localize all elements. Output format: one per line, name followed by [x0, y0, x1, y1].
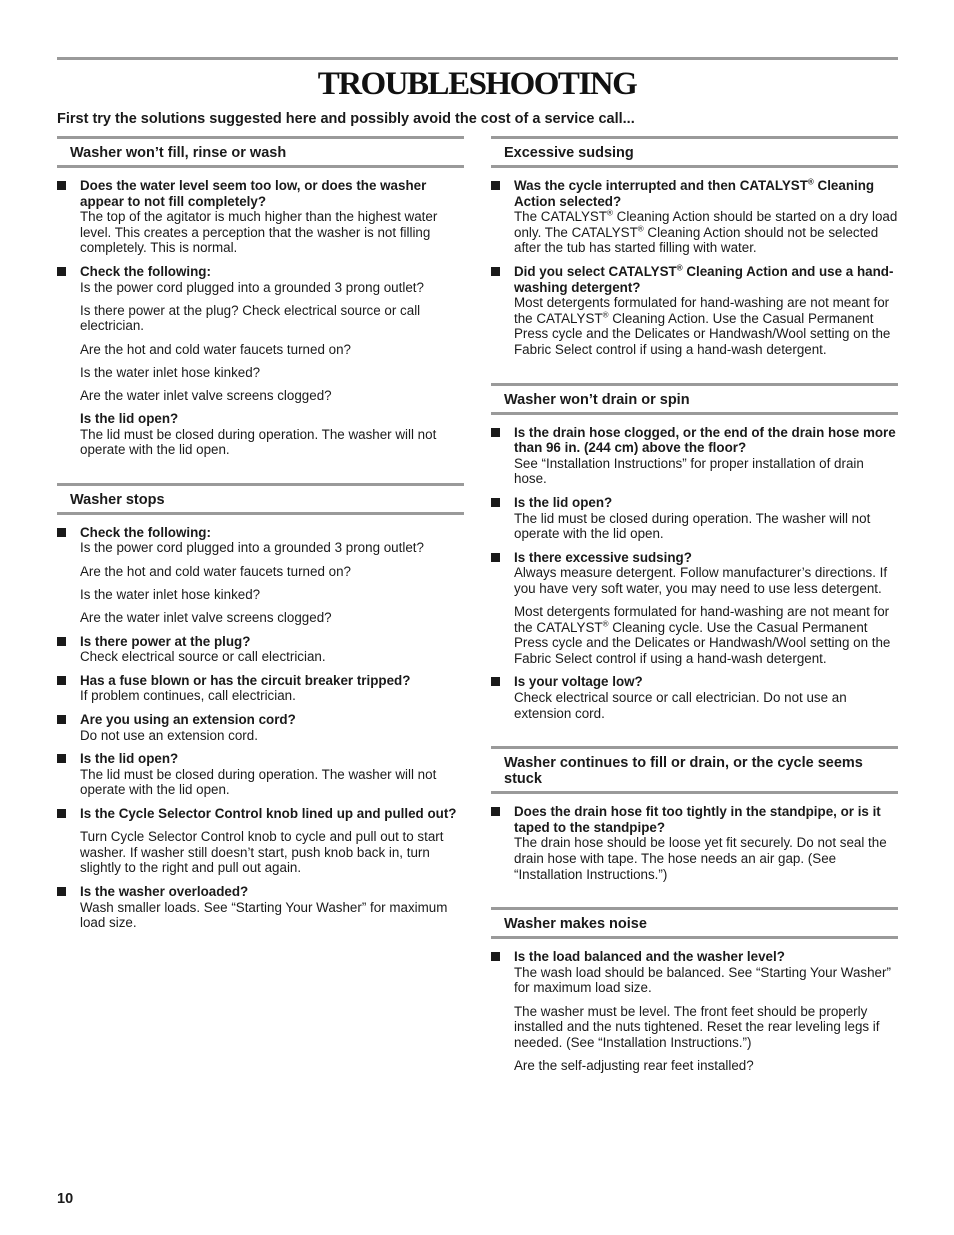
answer: If problem continues, call electrician. — [80, 688, 296, 704]
question: Does the drain hose fit too tightly in the standpipe, or is it taped to the standpipe? — [514, 804, 881, 835]
list-item — [57, 884, 464, 931]
answer: Are the water inlet valve screens clogged? — [80, 387, 332, 403]
page-title: TROUBLESHOOTING — [317, 66, 637, 102]
answer: Are the hot and cold water faucets turned on? — [80, 563, 351, 579]
square-bullet-icon — [57, 715, 66, 724]
answer: The lid must be closed during operation. The washer will not operate with the lid open. — [514, 510, 871, 542]
list-item — [57, 178, 464, 256]
item-list — [491, 939, 898, 1098]
section-heading: Washer won’t fill, rinse or wash — [57, 136, 464, 168]
registered-mark: ® — [602, 619, 609, 629]
section-heading: Excessive sudsing — [491, 136, 898, 168]
question: Is the drain hose clogged, or the end of the drain hose more than 96 in. (244 cm) above the floor? — [514, 424, 896, 456]
list-item — [491, 264, 898, 358]
answer: Are the hot and cold water faucets turned on? — [80, 341, 351, 357]
intro-text: First try the solutions suggested here and possibly avoid the cost of a service call... — [57, 111, 635, 127]
section-makes-noise — [491, 907, 898, 1098]
square-bullet-icon — [491, 807, 500, 816]
answer: The washer must be level. The front feet should be properly installed and the nuts tightened. Reset the rear leveling legs if needed. (See “Installation Instructions.”) — [514, 1003, 880, 1050]
list-item — [57, 806, 464, 876]
square-bullet-icon — [491, 677, 500, 686]
answer: Always measure detergent. Follow manufacturer’s directions. If you have very soft water, you may need to use less detergent. — [514, 565, 888, 596]
list-item — [57, 634, 464, 665]
list-item — [491, 674, 898, 721]
question: Is the lid open? — [80, 751, 179, 767]
answer: Are the self-adjusting rear feet installed? — [514, 1057, 754, 1073]
answer: Is there power at the plug? Check electrical source or call electrician. — [80, 302, 421, 334]
answer: See “Installation Instructions” for proper installation of drain hose. — [514, 455, 864, 487]
section-heading: Washer won’t drain or spin — [491, 383, 898, 415]
list-item — [491, 804, 898, 882]
answer: The lid must be closed during operation. The washer will not operate with the lid open. — [80, 766, 437, 798]
answer: Most detergents formulated for hand-washing are not meant for the CATALYST® Cleaning Action. Use the Casual Permanent Press cycle and the Delicates or Handwash/Wool setting on the Fabric Select control if using a hand-wash detergent. — [514, 295, 891, 357]
answer: Check electrical source or call electrician. Do not use an extension cord. — [514, 690, 847, 721]
section-heading: Washer continues to fill or drain, or the cycle seems stuck — [491, 746, 898, 794]
question: Is your voltage low? — [514, 674, 643, 690]
answer: The drain hose should be loose yet fit securely. Do not seal the drain hose with tape. The hose needs an air gap. (See “Installation Instructions.”) — [514, 835, 887, 882]
list-item — [57, 751, 464, 798]
list-item — [491, 949, 898, 1073]
list-item — [57, 264, 464, 458]
list-item — [491, 550, 898, 667]
answer: Wash smaller loads. See “Starting Your Washer” for maximum load size. — [80, 899, 448, 931]
square-bullet-icon — [491, 181, 500, 190]
list-item — [491, 178, 898, 256]
square-bullet-icon — [57, 676, 66, 685]
answer: Turn Cycle Selector Control knob to cycle and pull out to start washer. If washer still doesn’t start, push knob back in, turn slightly to the right and pull out again. — [80, 829, 444, 876]
answer: The CATALYST® Cleaning Action should be started on a dry load only. The CATALYST® Cleaning Action should not be selected after the tub has started filling with water. — [514, 208, 898, 256]
question: Are you using an extension cord? — [80, 712, 296, 727]
list-item — [491, 425, 898, 487]
registered-mark: ® — [637, 224, 644, 234]
item-list — [491, 415, 898, 747]
list-item — [491, 495, 898, 542]
registered-mark: ® — [602, 310, 609, 320]
answer: Is the water inlet hose kinked? — [80, 586, 261, 602]
list-item — [57, 712, 464, 743]
square-bullet-icon — [57, 267, 66, 276]
question: Does the water level seem too low, or does the washer appear to not fill completely? — [80, 178, 427, 209]
square-bullet-icon — [491, 553, 500, 562]
question: Has a fuse blown or has the circuit breaker tripped? — [80, 672, 411, 688]
square-bullet-icon — [57, 754, 66, 763]
registered-mark: ® — [676, 263, 683, 273]
answer: Most detergents formulated for hand-washing are not meant for the CATALYST® Cleaning cycle. Use the Casual Permanent Press cycle and the Delicates or Handwash/Wool setting on the Fabric Select control if using a hand-wash detergent. — [514, 604, 891, 666]
square-bullet-icon — [491, 428, 500, 437]
section-cycle-stuck — [491, 746, 898, 907]
answer: Is the power cord plugged into a grounded 3 prong outlet? — [80, 540, 424, 556]
answer: Do not use an extension cord. — [80, 727, 258, 743]
square-bullet-icon — [57, 637, 66, 646]
list-item — [57, 673, 464, 704]
left-column — [57, 136, 464, 956]
square-bullet-icon — [57, 181, 66, 190]
registered-mark: ® — [807, 177, 814, 187]
question: Check the following: — [80, 524, 211, 540]
square-bullet-icon — [491, 498, 500, 507]
top-rule — [57, 57, 898, 60]
item-list — [491, 794, 898, 907]
answer: The wash load should be balanced. See “Starting Your Washer” for maximum load size. — [514, 964, 891, 996]
section-excessive-sudsing — [491, 136, 898, 383]
question: Is there power at the plug? — [80, 633, 251, 649]
answer: Is the power cord plugged into a grounded 3 prong outlet? — [80, 279, 424, 295]
question: Is the lid open? — [514, 494, 613, 510]
question: Is the lid open? — [80, 411, 179, 427]
answer: The lid must be closed during operation. The washer will not operate with the lid open. — [80, 426, 437, 458]
answer: Is the water inlet hose kinked? — [80, 364, 261, 380]
question: Is there excessive sudsing? — [514, 549, 692, 565]
question: Check the following: — [80, 263, 211, 279]
section-heading: Washer stops — [57, 483, 464, 515]
question: Is the load balanced and the washer level? — [514, 949, 785, 965]
square-bullet-icon — [491, 952, 500, 961]
question: Is the washer overloaded? — [80, 883, 249, 899]
right-column — [491, 136, 898, 1099]
section-wont-fill — [57, 136, 464, 483]
section-wont-drain — [491, 383, 898, 747]
list-item — [57, 525, 464, 626]
question: Is the Cycle Selector Control knob lined up and pulled out? — [80, 805, 457, 821]
item-list — [57, 515, 464, 956]
square-bullet-icon — [57, 809, 66, 818]
question: Was the cycle interrupted and then CATALYST® Cleaning Action selected? — [514, 177, 875, 209]
answer: The top of the agitator is much higher than the highest water level. This creates a perception that the washer is not filling completely. This is normal. — [80, 209, 438, 256]
page-number: 10 — [57, 1191, 74, 1207]
registered-mark: ® — [607, 208, 613, 218]
section-washer-stops — [57, 483, 464, 956]
question: Did you select CATALYST® Cleaning Action and use a hand-washing detergent? — [514, 263, 894, 295]
square-bullet-icon — [57, 887, 66, 896]
square-bullet-icon — [491, 267, 500, 276]
item-list — [491, 168, 898, 383]
item-list — [57, 168, 464, 483]
square-bullet-icon — [57, 528, 66, 537]
answer: Are the water inlet valve screens clogged? — [80, 610, 332, 626]
answer: Check electrical source or call electrician. — [80, 649, 326, 665]
section-heading: Washer makes noise — [491, 907, 898, 939]
